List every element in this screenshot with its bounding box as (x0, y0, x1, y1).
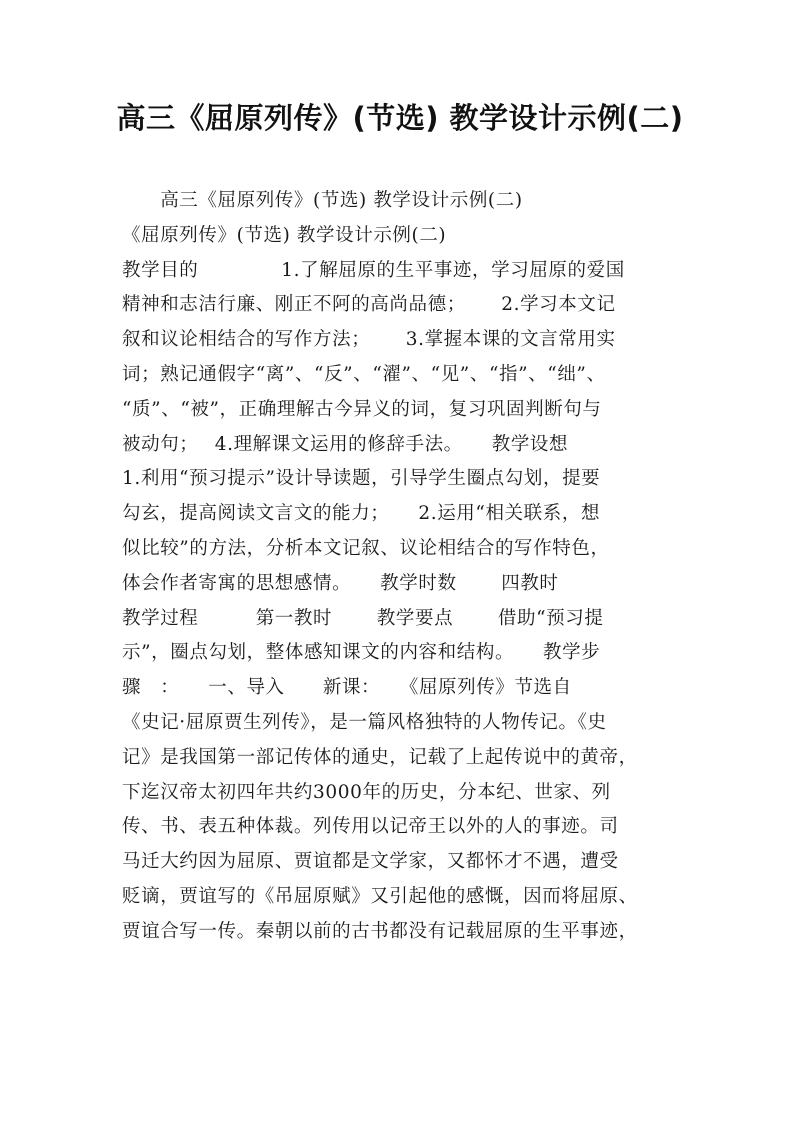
document-title: 高三《屈原列传》(节选) 教学设计示例(二) (116, 101, 684, 135)
body-line-8: 被动句； 4.理解课文运用的修辞手法。 教学设想 (122, 433, 569, 455)
body-line-18: 下迄汉帝太初四年共约3000年的历史，分本纪、世家、列 (122, 781, 611, 803)
body-line-14: 示”，圈点勾划，整体感知课文的内容和结构。 教学步 (122, 642, 601, 664)
body-line-9: 1.利用“预习提示”设计导读题，引导学生圈点勾划，提要 (122, 468, 601, 490)
body-line-7: “质”、“被”，正确理解古今异义的词，复习巩固判断句与 (122, 398, 602, 420)
body-line-17: 记》是我国第一部记传体的通史，记载了上起传说中的黄帝， (122, 746, 638, 768)
body-line-4: 精神和志洁行廉、刚正不阿的高尚品德； 2.学习本文记 (122, 294, 616, 316)
document-body (122, 184, 682, 950)
body-line-16: 《史记·屈原贾生列传》，是一篇风格独特的人物传记。《史 (122, 711, 607, 733)
body-line-22: 贾谊合写一传。秦朝以前的古书都没有记载屈原的生平事迹， (122, 920, 638, 942)
body-line-5: 叙和议论相结合的写作方法； 3.掌握本课的文言常用实 (122, 329, 616, 351)
body-line-21: 贬谪，贾谊写的《吊屈原赋》又引起他的感慨，因而将屈原、 (122, 885, 638, 907)
body-line-10: 勾玄，提高阅读文言文的能力； 2.运用“相关联系，想 (122, 503, 601, 525)
body-line-20: 马迁大约因为屈原、贾谊都是文学家，又都怀才不遇，遭受 (122, 851, 619, 873)
body-line-11: 似比较”的方法，分析本文记叙、议论相结合的写作特色， (122, 537, 610, 559)
body-line-13: 教学过程 第一教时 教学要点 借助“预习提 (122, 607, 604, 629)
body-line-19: 传、书、表五种体裁。列传用以记帝王以外的人的事迹。司 (122, 816, 619, 838)
body-line-15: 骤 ： 一、导入 新课： 《屈原列传》节选自 (122, 677, 572, 699)
body-line-1: 高三《屈原列传》(节选) 教学设计示例(二) (122, 190, 523, 211)
body-line-2: 《屈原列传》(节选) 教学设计示例(二) (122, 224, 447, 246)
body-line-3: 教学目的 1.了解屈原的生平事迹，学习屈原的爱国 (122, 259, 625, 281)
body-line-6: 词；熟记通假字“离”、“反”、“濯”、“见”、“指”、“绌”、 (122, 363, 606, 385)
body-line-12: 体会作者寄寓的思想感情。 教学时数 四教时 (122, 572, 559, 594)
